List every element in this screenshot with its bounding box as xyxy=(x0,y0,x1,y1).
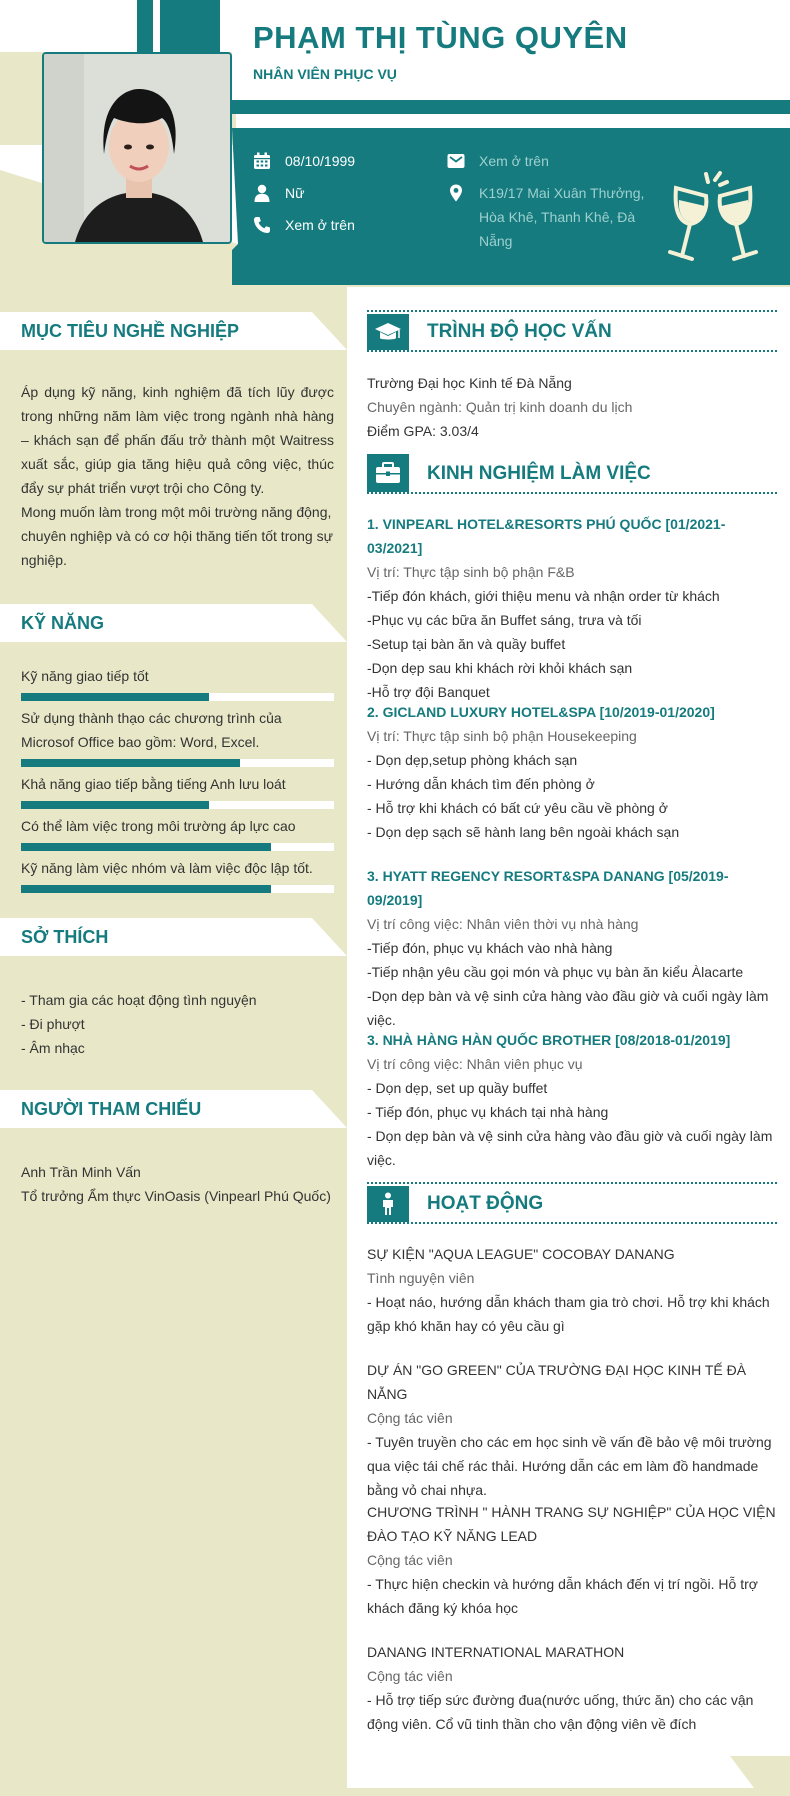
hobbies-list xyxy=(21,988,334,1060)
skill-item xyxy=(21,814,334,851)
email-row xyxy=(447,152,549,173)
skill-bar xyxy=(21,759,334,767)
activity-role: Cộng tác viên xyxy=(367,1552,453,1568)
skill-bar-fill xyxy=(21,843,271,851)
references-list xyxy=(21,1160,334,1208)
education-school: Trường Đại học Kinh tế Đà Nẵng xyxy=(367,375,572,391)
skill-label: Có thể làm việc trong môi trường áp lực cao xyxy=(21,818,296,834)
activity-name: DỰ ÁN "GO GREEN" CỦA TRƯỜNG ĐẠI HỌC KINH TẾ ĐÀ NẴNG xyxy=(367,1362,747,1402)
activity-item-1 xyxy=(367,1242,777,1338)
cheers-glasses-icon xyxy=(662,170,772,270)
job-position: Vị trí công việc: Nhân viên phục vụ xyxy=(367,1056,583,1072)
activity-description: - Hỗ trợ tiếp sức đường đua(nước uống, thức ăn) cho các vận động viên. Cổ vũ tinh thần cho vận động viên về đích xyxy=(367,1692,754,1732)
activity-name: CHƯƠNG TRÌNH " HÀNH TRANG SỰ NGHIỆP" CỦA HỌC VIỆN ĐÀO TẠO KỸ NĂNG LEAD xyxy=(367,1504,776,1544)
activity-role: Cộng tác viên xyxy=(367,1410,453,1426)
activity-description: - Tuyên truyền cho các em học sinh về vấn đề bảo vệ môi trường qua việc tái chế rác thải. Hướng dẫn các em làm đồ handmade bằng vỏ chai nhựa. xyxy=(367,1434,772,1498)
skill-item xyxy=(21,772,334,809)
address-value: K19/17 Mai Xuân Thưởng, Hòa Khê, Thanh Khê, Đà Nẵng xyxy=(479,185,645,249)
job-duty: -Phục vụ các bữa ăn Buffet sáng, trưa và tối xyxy=(367,612,642,628)
profile-photo xyxy=(42,52,232,244)
reference-position: Tổ trưởng Ẩm thực VinOasis (Vinpearl Phú Quốc) xyxy=(21,1188,331,1204)
skill-bar xyxy=(21,885,334,893)
career-goal-heading: MỤC TIÊU NGHỀ NGHIỆP xyxy=(0,312,347,350)
skill-bar-fill xyxy=(21,885,271,893)
experience-job-1 xyxy=(367,512,777,704)
reference-name: Anh Trần Minh Vấn xyxy=(21,1164,141,1180)
skill-label: Kỹ năng giao tiếp tốt xyxy=(21,668,149,684)
job-position: Vị trí công việc: Nhân viên thời vụ nhà hàng xyxy=(367,916,639,932)
envelope-icon xyxy=(447,152,465,170)
job-heading: 3. HYATT REGENCY RESORT&SPA DANANG [05/2019-09/2019] xyxy=(367,868,729,908)
candidate-name: PHẠM THỊ TÙNG QUYÊN xyxy=(253,20,628,55)
gender-value: Nữ xyxy=(285,185,305,201)
education-heading: TRÌNH ĐỘ HỌC VẤN xyxy=(367,310,777,352)
job-duty: -Dọn dẹp sau khi khách rời khỏi khách sạn xyxy=(367,660,633,676)
activities-heading: HOẠT ĐỘNG xyxy=(367,1182,777,1224)
job-heading: 1. VINPEARL HOTEL&RESORTS PHÚ QUỐC [01/2021-03/2021] xyxy=(367,516,726,556)
skill-bar-fill xyxy=(21,693,209,701)
skill-bar xyxy=(21,693,334,701)
person-icon xyxy=(367,1186,409,1222)
user-icon xyxy=(253,184,271,202)
job-duty: -Dọn dẹp bàn và vệ sinh cửa hàng vào đầu giờ và cuối ngày làm việc. xyxy=(367,988,769,1028)
education-major: Chuyên ngành: Quản trị kinh doanh du lịch xyxy=(367,399,633,415)
job-duty: - Hướng dẫn khách tìm đến phòng ở xyxy=(367,776,595,792)
activity-name: SỰ KIỆN "AQUA LEAGUE" COCOBAY DANANG xyxy=(367,1246,675,1262)
calendar-icon xyxy=(253,152,271,170)
hobby-item: - Đi phượt xyxy=(21,1016,85,1032)
hobby-item: - Tham gia các hoạt động tình nguyện xyxy=(21,992,257,1008)
activity-role: Cộng tác viên xyxy=(367,1668,453,1684)
skill-bar xyxy=(21,801,334,809)
activity-item-2 xyxy=(367,1358,777,1502)
experience-job-4 xyxy=(367,1028,777,1172)
skill-item xyxy=(21,856,334,893)
experience-job-2 xyxy=(367,700,777,844)
activity-description: - Thực hiện checkin và hướng dẫn khách đến vị trí ngồi. Hỗ trợ khách đăng ký khóa học xyxy=(367,1576,758,1616)
footer-decoration xyxy=(0,1756,790,1796)
activity-description: - Hoạt náo, hướng dẫn khách tham gia trò chơi. Hỗ trợ khi khách gặp khó khăn hay có yêu cầu gì xyxy=(367,1294,770,1334)
job-duty: - Dọn dẹp, set up quầy buffet xyxy=(367,1080,548,1096)
skill-bar xyxy=(21,843,334,851)
activity-role: Tình nguyện viên xyxy=(367,1270,475,1286)
address-row xyxy=(447,184,662,253)
career-goal-paragraph-1: Áp dụng kỹ năng, kinh nghiệm đã tích lũy được trong những năm làm việc trong ngành nhà hàng – khách sạn để phấn đấu trở thành một Waitress xuất sắc, giúp gia tăng hiệu quả công việc, thúc đẩy sự phát triển vượt trội cho Công ty. xyxy=(21,384,334,496)
job-duty: - Dọn dẹp sạch sẽ hành lang bên ngoài khách sạn xyxy=(367,824,680,840)
experience-job-3 xyxy=(367,864,777,1032)
job-duty: -Hỗ trợ đội Banquet xyxy=(367,684,490,700)
skill-item xyxy=(21,706,334,767)
phone-row xyxy=(253,216,355,237)
gender-row xyxy=(253,184,304,205)
skill-item xyxy=(21,664,334,701)
job-duty: -Tiếp đón, phục vụ khách vào nhà hàng xyxy=(367,940,613,956)
hobby-item: - Âm nhạc xyxy=(21,1040,85,1056)
skill-label: Kỹ năng làm việc nhóm và làm việc độc lập tốt. xyxy=(21,860,313,876)
email-value: Xem ở trên xyxy=(479,153,549,169)
activity-name: DANANG INTERNATIONAL MARATHON xyxy=(367,1644,625,1660)
job-duty: -Tiếp đón khách, giới thiệu menu và nhận order từ khách xyxy=(367,588,720,604)
skill-label: Khả năng giao tiếp bằng tiếng Anh lưu loát xyxy=(21,776,286,792)
map-pin-icon xyxy=(447,184,465,202)
job-duty: -Tiếp nhận yêu cầu gọi món và phục vụ bàn ăn kiểu Àlacarte xyxy=(367,964,744,980)
activity-item-3 xyxy=(367,1500,777,1620)
skill-bar-fill xyxy=(21,801,209,809)
job-heading: 3. NHÀ HÀNG HÀN QUỐC BROTHER [08/2018-01/2019] xyxy=(367,1032,731,1048)
job-heading: 2. GICLAND LUXURY HOTEL&SPA [10/2019-01/2020] xyxy=(367,704,715,720)
job-duty: -Setup tại bàn ăn và quầy buffet xyxy=(367,636,566,652)
activity-item-4 xyxy=(367,1640,777,1736)
job-duty: - Tiếp đón, phục vụ khách tại nhà hàng xyxy=(367,1104,609,1120)
skills-heading: KỸ NĂNG xyxy=(0,604,347,642)
job-position: Vị trí: Thực tập sinh bộ phận F&B xyxy=(367,564,575,580)
graduation-cap-icon xyxy=(367,314,409,350)
birthday-value: 08/10/1999 xyxy=(285,153,356,169)
briefcase-icon xyxy=(367,454,409,492)
job-duty: - Dọn dẹp,setup phòng khách sạn xyxy=(367,752,578,768)
experience-heading: KINH NGHIỆM LÀM VIỆC xyxy=(367,452,777,494)
career-goal-paragraph-2: Mong muốn làm trong một môi trường năng động, chuyên nghiệp và có cơ hội thăng tiến tốt trong sự nghiệp. xyxy=(21,504,333,568)
career-goal-text xyxy=(21,380,334,572)
job-duty: - Dọn dẹp bàn và vệ sinh cửa hàng vào đầu giờ và cuối ngày làm việc. xyxy=(367,1128,773,1168)
job-duty: - Hỗ trợ khi khách có bất cứ yêu cầu về phòng ở xyxy=(367,800,668,816)
hobbies-heading: SỞ THÍCH xyxy=(0,918,347,956)
phone-value: Xem ở trên xyxy=(285,217,355,233)
birthday-row xyxy=(253,152,355,173)
skill-bar-fill xyxy=(21,759,240,767)
references-heading: NGƯỜI THAM CHIẾU xyxy=(0,1090,347,1128)
phone-icon xyxy=(253,216,271,234)
education-gpa: Điểm GPA: 3.03/4 xyxy=(367,423,479,439)
education-details xyxy=(367,371,777,443)
job-position: Vị trí: Thực tập sinh bộ phận Housekeeping xyxy=(367,728,637,744)
skill-label: Sử dụng thành thạo các chương trình của Microsof Office bao gồm: Word, Excel. xyxy=(21,710,282,750)
candidate-job-title: NHÂN VIÊN PHỤC VỤ xyxy=(253,66,397,82)
